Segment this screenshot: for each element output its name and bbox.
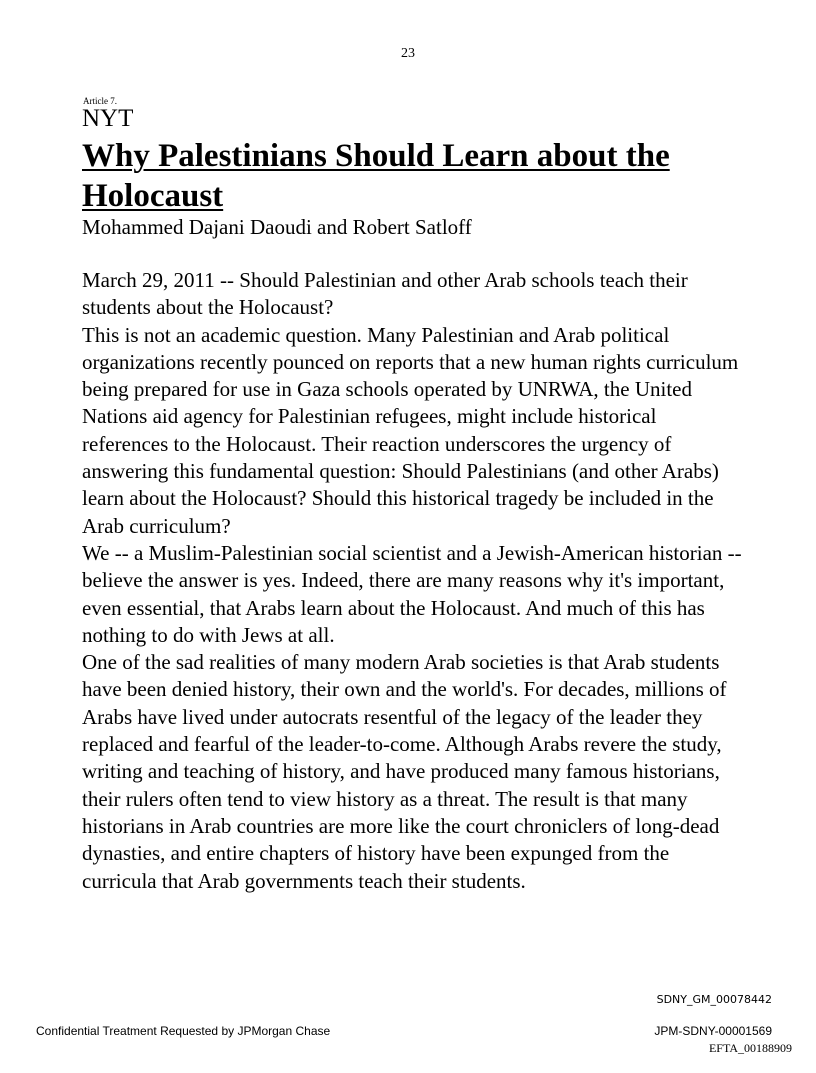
efta-number: EFTA_00188909: [708, 1041, 792, 1055]
bates-number-gm: SDNY_GM_00078442: [656, 993, 772, 1006]
bates-number-jpm: JPM-SDNY-00001569: [654, 1024, 772, 1038]
article-title: Why Palestinians Should Learn about the Holocaust: [82, 138, 670, 214]
source-name: NYT: [82, 105, 134, 132]
article-authors: Mohammed Dajani Daoudi and Robert Satloff: [82, 215, 472, 239]
confidential-notice: Confidential Treatment Requested by JPMorgan Chase: [36, 1024, 331, 1038]
page-number: 23: [401, 46, 415, 61]
paragraph: March 29, 2011 -- Should Palestinian and other Arab schools teach their students about the Holocaust?: [82, 268, 688, 320]
article-label: Article 7.: [83, 96, 117, 106]
paragraph: One of the sad realities of many modern Arab societies is that Arab students have been denied history, their own and the world's. For decades, millions of Arabs have lived under autocrats resentful of the legacy of the leader they replaced and fearful of the leader-to-come. Although Arabs revere the study, writing and teaching of history, and have produced many famous historians, their rulers often tend to view history as a threat. The result is that many historians in Arab countries are more like the court chroniclers of long-dead dynasties, and entire chapters of history have been expunged from the curricula that Arab governments teach their students.: [82, 650, 727, 893]
paragraph: We -- a Muslim-Palestinian social scientist and a Jewish-American historian -- believe the answer is yes. Indeed, there are many reasons why it's important, even essential, that Arabs learn about the Holocaust. And much of this has nothing to do with Jews at all.: [82, 540, 742, 647]
article-body: [82, 267, 742, 895]
paragraph: This is not an academic question. Many Palestinian and Arab political organizations recently pounced on reports that a new human rights curriculum being prepared for use in Gaza schools operated by UNRWA, the United Nations aid agency for Palestinian refugees, might include historical references to the Holocaust. Their reaction underscores the urgency of answering this fundamental question: Should Palestinians (and other Arabs) learn about the Holocaust? Should this historical tragedy be included in the Arab curriculum?: [82, 322, 739, 538]
